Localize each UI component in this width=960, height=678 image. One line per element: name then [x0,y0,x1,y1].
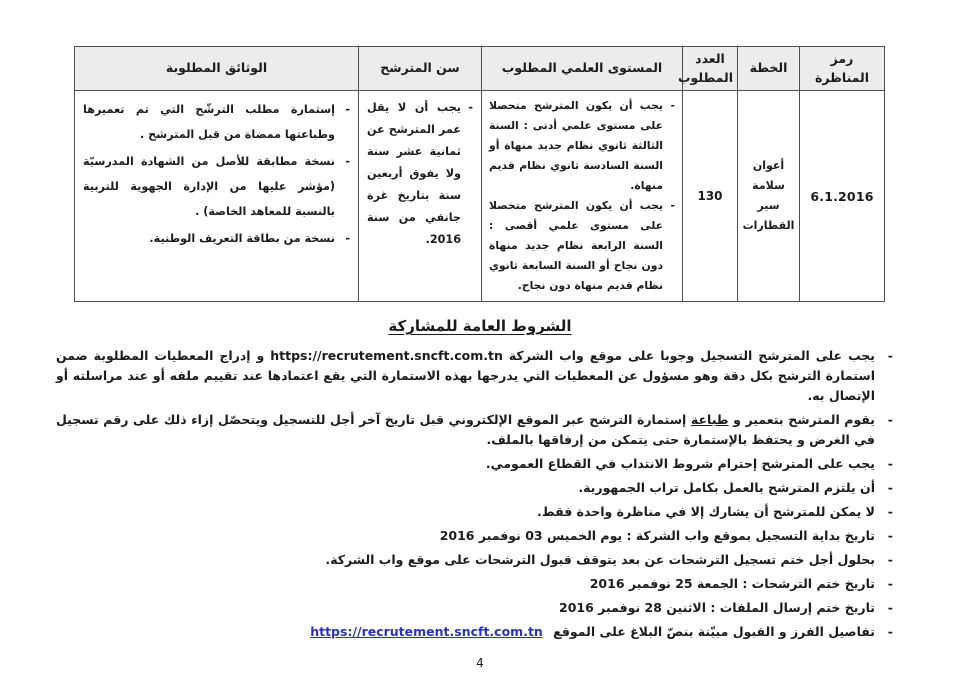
table-header-row [75,47,885,91]
cell-competition-code: 6.1.2016 [800,91,885,302]
cell-required-documents [75,91,359,302]
cell-candidate-age [359,91,482,302]
table-row [75,91,885,302]
condition-item-closing-date: - تاريخ ختم الترشحات : الجمعة 25 نوفمبر 2016 [56,574,894,594]
header-academic-level: المستوى العلمي المطلوب [482,47,683,91]
document-item: - نسخة من بطاقة التعريف الوطنية. [83,226,350,251]
level-requirement-item: - يجب أن يكون المترشح متحصلا على مستوى علمي أدنى : السنة الثالثة ثانوي نظام جديد منهاة أو السنة السادسة ثانوي نظام قديم منهاة. [489,96,675,196]
condition-item-work-anywhere: - أن يلتزم المترشح بالعمل بكامل تراب الجمهورية. [56,478,894,498]
condition-item-public-sector: - يجب على المترشح إحترام شروط الانتداب في القطاع العمومي. [56,454,894,474]
condition-text: تفاصيل الفرز و القبول مبيّنة بنصّ البلاغ على الموقع [548,624,875,639]
condition-item-details-link [56,622,894,642]
header-plan: الخطة [738,47,800,91]
condition-text-emphasis: طباعة [690,412,729,427]
condition-item-registration-deadline-note: - بحلول أجل ختم تسجيل الترشحات عن بعد يتوقف قبول الترشحات على موقع واب الشركة. [56,550,894,570]
level-requirement-item: - يجب أن يكون المترشح متحصلا على مستوى علمي أقصى : السنة الرابعة نظام جديد منهاة دون نجاح أو السنة السابعة ثانوي نظام قديم منهاة دون نجاح. [489,196,675,296]
cell-plan: أعوان سلامة سير القطارات [738,91,800,302]
condition-item-files-deadline: - تاريخ ختم إرسال الملفات : الاثنين 28 نوفمبر 2016 [56,598,894,618]
condition-item-registration-start-date: - تاريخ بداية التسجيل بموقع واب الشركة : يوم الخميس 03 نوفمبر 2016 [56,526,894,546]
vacancy-table [74,46,885,302]
condition-text-pre: يقوم المترشح بتعمير و [728,412,875,427]
header-required-documents: الوثائق المطلوبة [75,47,359,91]
conditions-list [56,346,894,642]
document-item: - إستمارة مطلب الترشّح التي تم تعميرها وطباعتها ممضاة من قبل المترشح . [83,97,350,147]
condition-text-post: إستمارة الترشح عبر الموقع الإلكتروني قبل تاريخ آخر أجل للتسجيل ويتحصّل إزاء ذلك على رقم تسجيل في الغرض و يحتفظ بالإستمارة حتى يتمكن من إرفاقها بالملف. [56,412,875,447]
document-item: - نسخة مطابقة للأصل من الشهادة المدرسيّة (مؤشر عليها من الإدارة الجهوية للتربية بالنسبة للمعاهد الخاصة) . [83,149,350,224]
page-number: 4 [476,656,484,670]
cell-required-count: 130 [683,91,738,302]
cell-academic-level [482,91,683,302]
header-required-count: العدد المطلوب [683,47,738,91]
conditions-title: الشروط العامة للمشاركة [388,317,572,335]
age-requirement-item: - يجب أن لا يقل عمر المترشح عن ثمانية عشر سنة ولا يفوق أربعين سنة بتاريخ غرة جانفي من سنة 2016. [367,97,473,251]
condition-item-print-form [56,410,894,450]
recruitment-site-link[interactable]: https://recrutement.sncft.com.tn [310,624,543,639]
header-competition-code: رمز المناظرة [800,47,885,91]
condition-item-single-competition: - لا يمكن للمترشح أن يشارك إلا في مناظرة واحدة فقط. [56,502,894,522]
condition-item-registration: - يجب على المترشح التسجيل وجوبا على موقع واب الشركة https://recrutement.sncft.com.tn و إدراج المعطيات المطلوبة ضمن استمارة الترشح بكل دقة وهو مسؤول عن المعطيات التي يدرجها بهذه الاستمارة التي يقع اعتمادها عند تقييم ملفه أو عند مراسلته أو الإتصال به. [56,346,894,406]
header-candidate-age: سن المترشح [359,47,482,91]
